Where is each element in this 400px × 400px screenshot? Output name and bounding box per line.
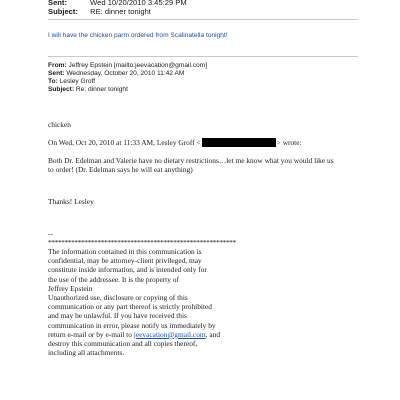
orig-sent-row <box>48 70 184 78</box>
orig-subject-row <box>48 86 128 94</box>
orig-subject-label: Subject: <box>48 86 75 93</box>
disclaimer-line: communication or any part thereof is strictly prohibited <box>48 302 212 312</box>
disclaimer-line: The information contained in this communication is <box>48 247 202 256</box>
disclaimer-line: communication in error, please notify us immediately by <box>48 320 216 330</box>
reply-body: I will have the chicken parm ordered from Scalinatella tonight! <box>48 32 228 39</box>
quoted-para-line1: Both Dr. Edelman and Valerie have no dietary restrictions…let me know what you would like us <box>48 156 334 165</box>
quote-divider <box>48 56 358 57</box>
quote-suffix: > wrote: <box>276 138 302 147</box>
orig-from-value: Jeffrey Epstein [mailto:jeevacation@gmail.com] <box>68 62 208 69</box>
message-line-chicken: chicken <box>48 120 71 129</box>
signature-stars: ********************************************************* <box>48 238 236 247</box>
disclaimer-line: including all attachments. <box>48 348 125 358</box>
thanks-line: Thanks! Lesley <box>48 197 94 206</box>
orig-to-label: To: <box>48 78 58 85</box>
header-divider <box>48 19 358 20</box>
disclaimer-line: Unauthorized use, disclosure or copying of this <box>48 293 188 303</box>
orig-from-label: From: <box>48 62 67 69</box>
disclaimer-email-prefix: return e-mail or by e-mail to <box>48 329 134 339</box>
orig-sent-value: Wednesday, October 20, 2010 11:42 AM <box>66 70 185 77</box>
quote-prefix: On Wed, Oct 20, 2010 at 11:33 AM, Lesley Groff < <box>48 138 201 147</box>
subject-value: RE: dinner tonight <box>90 7 151 16</box>
sent-row <box>48 0 187 7</box>
sent-value: Wed 10/20/2010 3:45:29 PM <box>90 0 187 7</box>
disclaimer-block <box>48 247 368 357</box>
disclaimer-line: constitute inside information, and is intended only for <box>48 265 207 275</box>
orig-from-row <box>48 62 207 70</box>
quote-attribution <box>48 138 302 147</box>
orig-subject-value: Re: dinner tonight <box>75 86 128 93</box>
email-link[interactable]: jeevacation@gmail.com <box>133 329 206 339</box>
disclaimer-line: the use of the addressee. It is the property of <box>48 274 179 284</box>
disclaimer-line: destroy this communication and all copies thereof, <box>48 339 198 349</box>
orig-to-row <box>48 78 95 86</box>
sent-label: Sent: <box>48 0 67 7</box>
redaction-box <box>202 138 276 147</box>
orig-to-value: Lesley Groff <box>59 78 96 85</box>
disclaimer-line: Jeffrey Epstein <box>48 283 93 293</box>
subject-label: Subject: <box>48 7 78 16</box>
signature-dash: -- <box>48 229 53 238</box>
disclaimer-email-suffix: , and <box>205 329 221 339</box>
disclaimer-line: confidential, may be attorney-client privileged, may <box>48 256 202 266</box>
orig-sent-label: Sent: <box>48 70 65 77</box>
quoted-para-line2: to order! (Dr. Edelman says he will eat anything) <box>48 165 193 174</box>
subject-row <box>48 7 151 16</box>
disclaimer-line: and may be unlawful. If you have received this <box>48 311 187 321</box>
disclaimer-line-email <box>48 330 368 339</box>
